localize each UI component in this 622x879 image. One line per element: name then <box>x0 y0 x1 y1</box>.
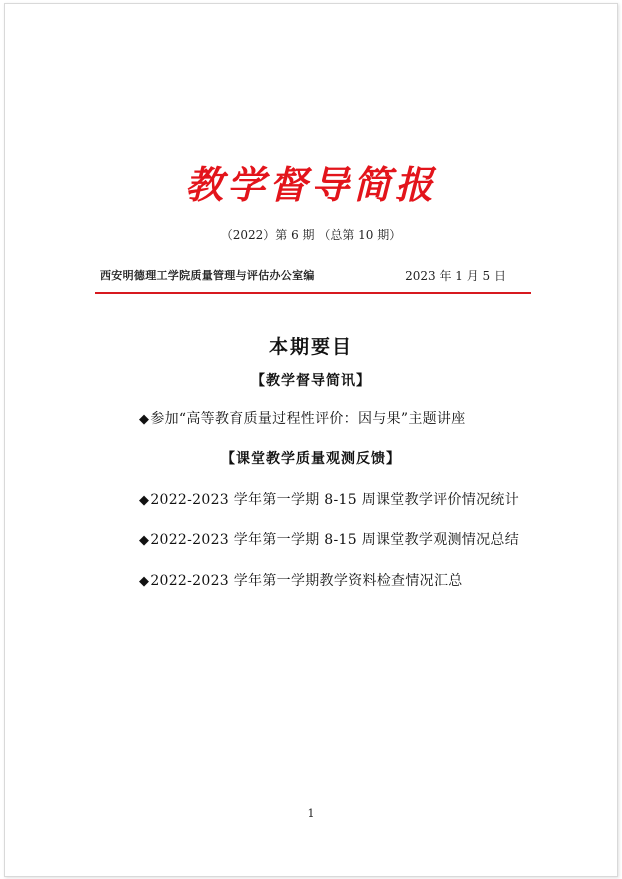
publish-date: 2023 年 1 月 5 日 <box>405 269 506 283</box>
toc-item <box>139 408 466 428</box>
toc-item-text: 2022-2023 学年第一学期 8-15 周课堂教学评价情况统计 <box>150 492 520 508</box>
diamond-bullet-icon: ◆ <box>139 412 150 427</box>
document-page <box>4 3 618 877</box>
section-heading-brief: 【教学督导简讯】 <box>251 373 371 389</box>
issue-line: （2022）第 6 期 （总第 10 期） <box>220 228 402 242</box>
toc-item-text: 2022-2023 学年第一学期教学资料检查情况汇总 <box>150 573 463 589</box>
page-number: 1 <box>307 807 315 820</box>
toc-item-text: 2022-2023 学年第一学期 8-15 周课堂教学观测情况总结 <box>150 532 520 548</box>
toc-item-text: 参加“高等教育质量过程性评价：因与果”主题讲座 <box>150 411 466 427</box>
toc-title: 本期要目 <box>268 336 353 358</box>
diamond-bullet-icon: ◆ <box>139 493 150 508</box>
toc-item <box>139 529 519 549</box>
toc-item <box>139 570 463 590</box>
diamond-bullet-icon: ◆ <box>139 574 150 589</box>
toc-item <box>139 489 519 509</box>
red-divider <box>95 292 531 294</box>
section-heading-feedback: 【课堂教学质量观测反馈】 <box>221 451 401 467</box>
document-title: 教学督导简报 <box>184 162 437 207</box>
editor-line: 西安明德理工学院质量管理与评估办公室编 <box>100 269 315 282</box>
diamond-bullet-icon: ◆ <box>139 533 150 548</box>
